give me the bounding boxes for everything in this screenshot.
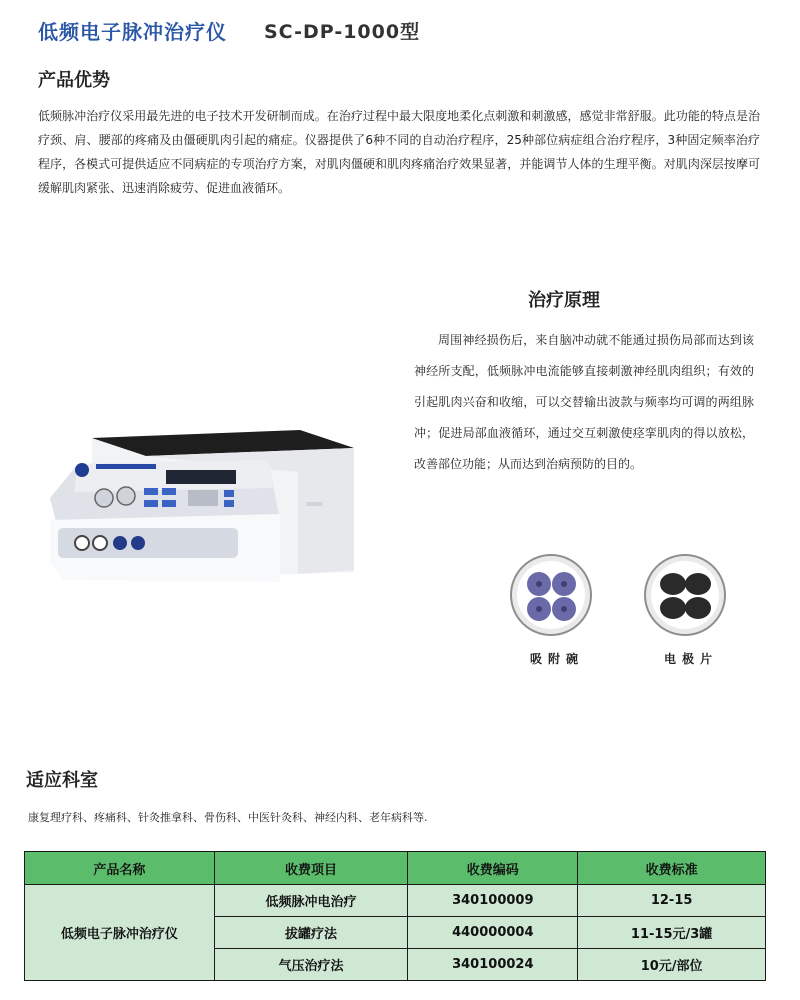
fee-table-header — [25, 852, 766, 885]
fee-item-cell: 低频脉冲电治疗 — [214, 885, 408, 917]
fee-item-cell: 拔罐疗法 — [214, 917, 408, 949]
header-fee-item: 收费项目 — [214, 852, 408, 885]
product-name-cell: 低频电子脉冲治疗仪 — [25, 885, 215, 981]
suction-cup-label: 吸附碗 — [530, 652, 585, 666]
product-title: 低频电子脉冲治疗仪 — [38, 20, 227, 44]
fee-code-cell: 440000004 — [408, 917, 578, 949]
suction-cup-icon — [510, 554, 592, 636]
model-number: SC-DP-1000型 — [264, 21, 421, 43]
departments-text: 康复理疗科、疼痛科、针灸推拿科、骨伤科、中医针灸科、神经内科、老年病科等. — [28, 811, 428, 824]
fee-code-cell: 340100009 — [408, 885, 578, 917]
advantages-heading: 产品优势 — [38, 70, 110, 91]
device-image — [48, 420, 358, 590]
fee-item-cell: 气压治疗法 — [214, 949, 408, 981]
table-row — [25, 885, 766, 917]
advantages-text: 低频脉冲治疗仪采用最先进的电子技术开发研制而成。在治疗过程中最大限度地柔化点刺激和刺激感，感觉非常舒服。此功能的特点是治疗颈、肩、腰部的疼痛及由僵硬肌肉引起的痛症。仪器提供了6种不同的自动治疗程序，25种部位病症组合治疗程序，3种固定频率治疗程序，各模式可提供适应不同病症的专项治疗方案，对肌肉僵硬和肌肉疼痛治疗效果显著，并能调节人体的生理平衡。对肌肉深层按摩可缓解肌肉紧张、迅速消除疲劳、促进血液循环。 — [38, 109, 760, 195]
header-product-name: 产品名称 — [25, 852, 215, 885]
departments-heading: 适应科室 — [26, 770, 98, 791]
principle-heading: 治疗原理 — [528, 290, 600, 311]
electrode-pad-icon — [644, 554, 726, 636]
fee-table — [24, 851, 766, 981]
fee-price-cell: 12-15 — [578, 885, 766, 917]
electrode-pad-label: 电极片 — [664, 652, 719, 666]
header-fee-code: 收费编码 — [408, 852, 578, 885]
fee-price-cell: 10元/部位 — [578, 949, 766, 981]
fee-price-cell: 11-15元/3罐 — [578, 917, 766, 949]
principle-text: 周围神经损伤后，来自脑冲动就不能通过损伤局部而达到该神经所支配，低频脉冲电流能够直接刺激神经肌肉组织；有效的引起肌肉兴奋和收缩，可以交替输出波款与频率均可调的两组脉冲；促进局部血液循环，通过交互刺激使痉挛肌肉的得以放松，改善部位功能；从而达到治病预防的目的。 — [414, 333, 754, 471]
fee-code-cell: 340100024 — [408, 949, 578, 981]
header-fee-standard: 收费标准 — [578, 852, 766, 885]
